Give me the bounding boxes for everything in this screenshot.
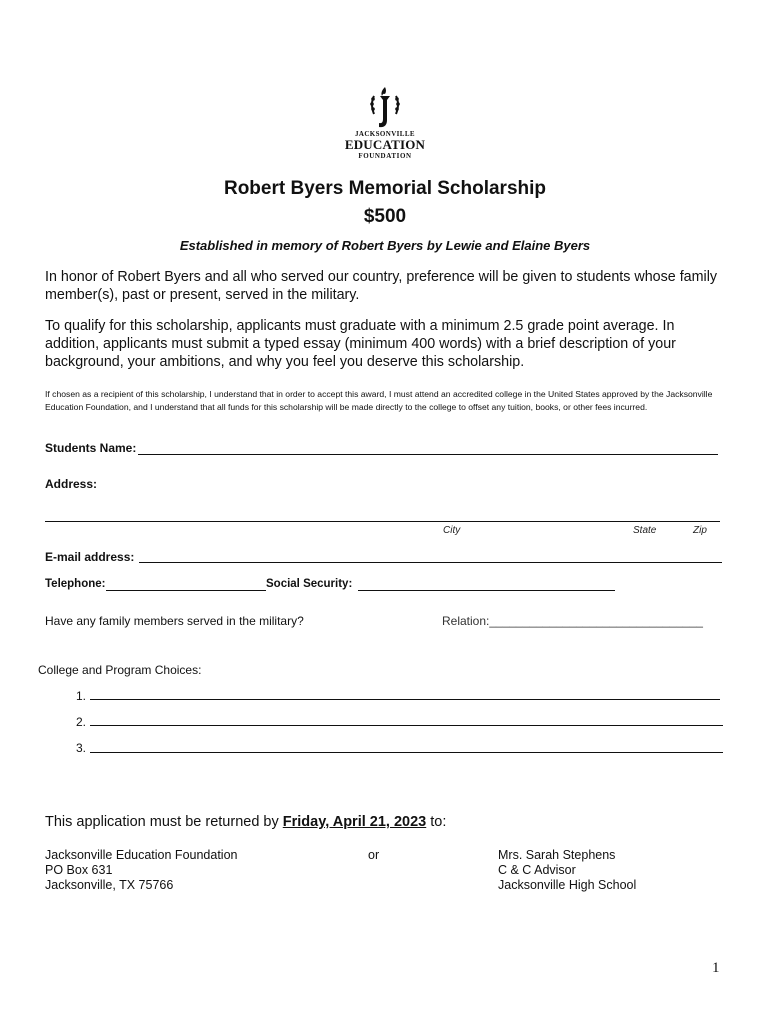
foundation-address	[45, 848, 237, 893]
telephone-field[interactable]	[106, 590, 266, 591]
address-line: Jacksonville Education Foundation	[45, 848, 238, 862]
address-field[interactable]	[45, 521, 720, 522]
torch-logo-icon	[368, 86, 402, 130]
choice-number-3: 3.	[76, 741, 87, 755]
choice-number-1: 1.	[76, 689, 87, 703]
relation-field[interactable]: Relation:________________________________	[442, 614, 703, 628]
foundation-logo	[330, 86, 440, 162]
address-line: PO Box 631	[45, 863, 113, 877]
address-line: Mrs. Sarah Stephens	[498, 848, 616, 862]
logo-top-text: JACKSONVILLE	[354, 130, 416, 138]
city-label: City	[443, 525, 461, 536]
fine-print: If chosen as a recipient of this scholarship, I understand that in order to accept this award, I must attend an accredited college in the United States approved by the Jacksonville Education Foundation, and I understand that all funds for this scholarship will be made directly to the college to offset any tuition, books, or other fees incurred.	[45, 389, 713, 412]
address-label: Address:	[45, 477, 98, 491]
address-line: Jacksonville, TX 75766	[45, 878, 174, 892]
email-label: E-mail address:	[45, 550, 135, 564]
college-choice-3-field[interactable]	[90, 752, 723, 753]
address-line: Jacksonville High School	[498, 878, 637, 892]
scholarship-amount: $500	[363, 206, 407, 227]
telephone-label: Telephone:	[45, 578, 106, 590]
page-number: 1	[712, 960, 720, 976]
logo-bottom-text: FOUNDATION	[358, 152, 412, 160]
college-choices-label: College and Program Choices:	[38, 663, 202, 677]
student-name-field[interactable]	[138, 454, 718, 455]
logo-main-text: EDUCATION	[344, 137, 426, 152]
deadline-prefix: This application must be returned by	[45, 814, 283, 830]
college-choice-1-field[interactable]	[90, 699, 720, 700]
zip-label: Zip	[693, 525, 707, 536]
student-name-label: Students Name:	[45, 441, 137, 455]
choice-number-2: 2.	[76, 715, 87, 729]
established-note: Established in memory of Robert Byers by Lewie and Elaine Byers	[179, 238, 591, 253]
deadline-statement	[45, 814, 446, 830]
or-separator: or	[368, 848, 380, 862]
college-choice-2-field[interactable]	[90, 725, 723, 726]
military-question: Have any family members served in the military?	[45, 614, 304, 628]
address-line: C & C Advisor	[498, 863, 576, 877]
advisor-address	[498, 848, 636, 893]
ssn-field[interactable]	[358, 590, 615, 591]
state-label: State	[633, 525, 657, 536]
email-field[interactable]	[139, 562, 722, 563]
deadline-suffix: to:	[426, 814, 447, 830]
page-title: Robert Byers Memorial Scholarship	[223, 178, 547, 199]
deadline-date: Friday, April 21, 2023	[282, 814, 427, 830]
ssn-label: Social Security:	[266, 578, 353, 590]
qualification-paragraph: To qualify for this scholarship, applicants must graduate with a minimum 2.5 grade point average. In addition, applicants must submit a typed essay (minimum 400 words) with a brief description of your background, your ambitions, and why you feel you deserve this scholarship.	[45, 318, 676, 370]
intro-paragraph: In honor of Robert Byers and all who served our country, preference will be given to students whose family member(s), past or present, served in the military.	[45, 269, 718, 303]
